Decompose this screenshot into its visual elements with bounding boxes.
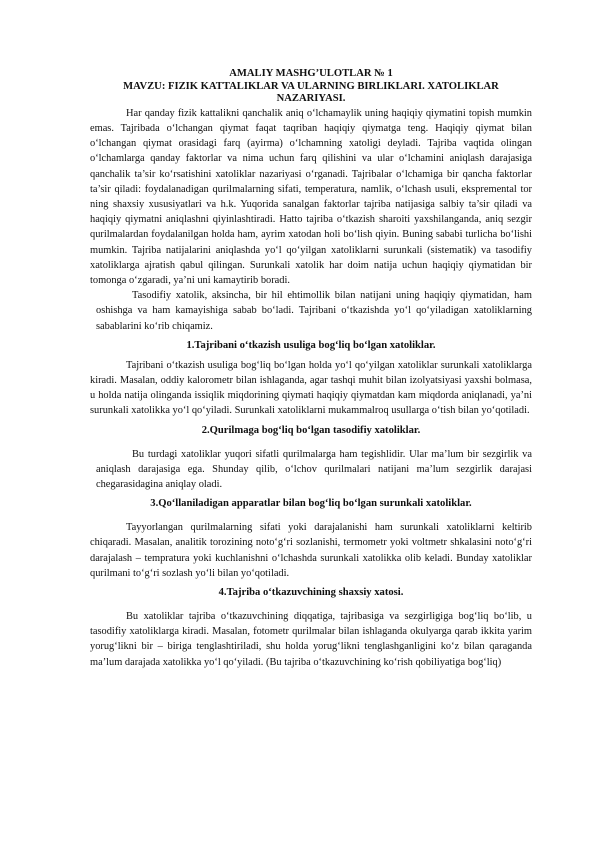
intro-paragraph: Har qanday fizik kattalikni qanchalik aniq o‘lchamaylik uning haqiqiy qiymatini topish mumkin emas. Tajribada o‘lchangan qiymat faqat taqriban haqiqiy qiymatga teng. Haqiqiy qiymat bilan o‘lchangan qiymat orasidagi farq (ayirma) o‘lchamning xatoligi deyladi. Tajriba vaqtida olingan o‘lchamlarga qanday faktorlar va nima uchun farq qilishini va ular o‘lchamini aniqlash darajasiga qanchalik ta’sir ko‘rsatishini xatoliklar nazariyasi o‘rganadi. Tajribalar o‘lchamiga bir qancha faktorlar ta’sir qiladi: foydalanadigan qurilmalarning sifati, temperatura, namlik, o‘lchash usuli, ekspremental tor ning shaxsiy xususiyatlari va h.k. Yuqorida sanalgan faktorlar tajriba natijasiga salbiy ta’sir qiladi va haqiqiy qiymatni aniqlashni qiyinlashtiradi. Hatto tajriba o‘tkazish sharoiti yaxshilanganda, aniq sezgir qurilmalardan foydalanilgan holda ham, ayrim xatodan holi bo‘lish qiyin. Buning sababi turlicha bo‘lishi mumkin. Tajriba natijalarini aniqlashda yo‘l qo‘yilgan xatoliklarni surunkali (sistematik) va tasodifiy xatoliklarga ajratish qabul qilingan. Surunkali xatolik har doim natija uchun haqiqiy qiymatidan bir tomonga o‘zgaradi, ya’ni uni kamaytirib boradi. (90, 107, 532, 287)
document-title: AMALIY MASHG’ULOTLAR № 1 (229, 68, 393, 79)
section-heading-1: 1.Tajribani o‘tkazish usuliga bog‘liq bo‘lgan xatoliklar. (186, 339, 436, 351)
section-body-4: Bu xatoliklar tajriba o‘tkazuvchining diqqatiga, tajribasiga va sezgirligiga bog‘liq bo‘lib, u tasodifiy xatoliklarga kiradi. Masalan, fotometr qurilmalar bilan ishlaganda okulyarga qarab ikkita yarim yorug‘likni bir – biriga tenglashtiriladi, shu holda yorug‘likni tenglashganligini ko‘z bilan qaraganda ma’lum darajada xatolikka yo‘l qo‘yiladi. (Bu tajriba o‘tkazuvchining ko‘rish qobiliyatiga bog‘liq) (90, 611, 532, 668)
random-error-paragraph: Tasodifiy xatolik, aksincha, bir hil ehtimollik bilan natijani uning haqiqiy qiymatidan, ham oshishga va ham kamayishiga sabab bo‘ladi. Tajribani o‘tkazishda yo‘l qo‘yiladigan xatoliklarning sabablarini ko‘rib chiqamiz. (96, 290, 532, 332)
document-page (90, 68, 532, 670)
document-subtitle: MAVZU: FIZIK KATTALIKLAR VA ULARNING BIRLIKLARI. XATOLIKLAR NAZARIYASI. (123, 80, 499, 105)
section-heading-3: 3.Qo‘llaniladigan apparatlar bilan bog‘liq bo‘lgan surunkali xatoliklar. (150, 498, 472, 510)
section-heading-2: 2.Qurilmaga bog‘liq bo‘lgan tasodifiy xatoliklar. (201, 424, 421, 436)
section-body-2: Bu turdagi xatoliklar yuqori sifatli qurilmalarga ham tegishlidir. Ular ma’lum bir sezgirlik va aniqlash darajasiga ega. Shunday qilib, o‘lchov qurilmalari natijani ma’lum sezgirlik darajasi chegarasidagina aniqlay oladi. (96, 448, 532, 491)
section-heading-4: 4.Tajriba o‘tkazuvchining shaxsiy xatosi. (218, 587, 404, 599)
section-body-1: Tajribani o‘tkazish usuliga bog‘liq bo‘lgan holda yo‘l qo‘yilgan xatoliklar surunkali xatoliklarga kiradi. Masalan, oddiy kalorometr bilan ishlaganda, agar tashqi muhit bilan izolyatsiyasi yaxshi bolmasa, u holda natija olinganda issiqlik miqdorining qiymati haqiqiy qiymatdan kam miqdorda aniqlanadi, ya’ni surunkali xatolikka yo‘l qo‘yiladi. Surunkali xatoliklarni mukammalroq usullarga o‘tish bilan yo‘qotiladi. (90, 359, 532, 417)
section-body-3: Tayyorlangan qurilmalarning sifati yoki darajalanishi ham surunkali xatoliklarni keltirib chiqaradi. Masalan, analitik torozining noto‘g‘ri sozlanishi, termometr yoki voltmetr shkalasini noto‘g‘ri darajalash – tempratura yoki kuchlanishni o‘lchashda surunkali xatolikka olib keladi. Bunday xatoliklar qurilmani to‘g‘ri sozlash yo‘li bilan yo‘qotiladi. (90, 522, 532, 579)
